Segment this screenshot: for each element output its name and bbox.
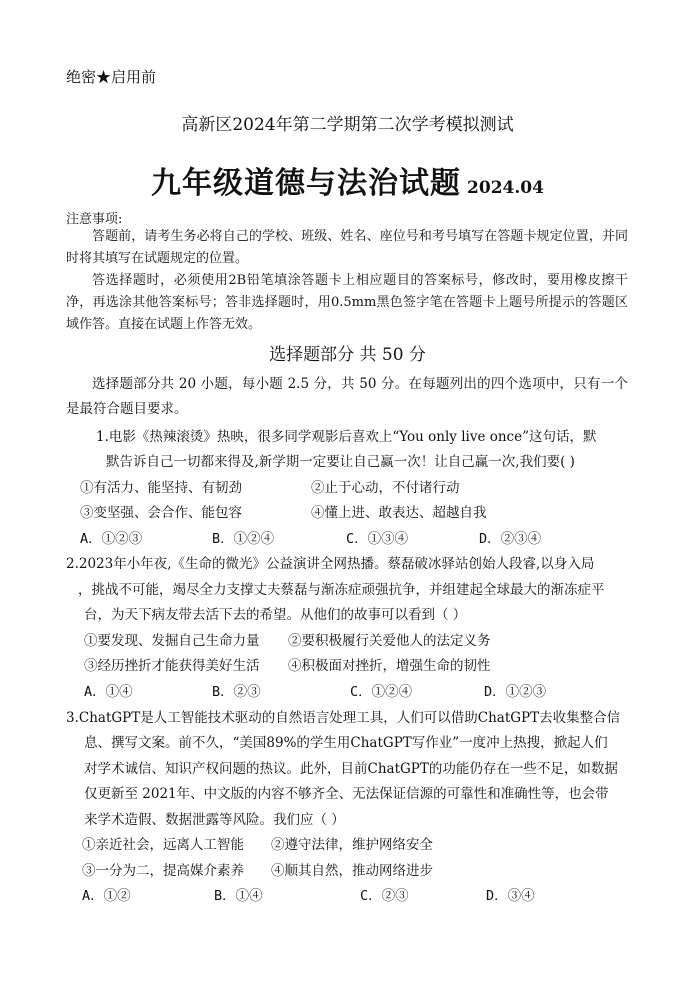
- question-3-line-2: 息、撰写文案。前不久，“美国89%的学生用ChatGPT写作业”一度冲上热搜，掀起人们: [84, 735, 608, 751]
- question-1-option-2: ②止于心动，不付诸行动: [311, 480, 460, 496]
- question-2-line-2: ，挑战不可能，竭尽全力支撑丈夫蔡磊与渐冻症顽强抗争，并组建起全球最大的渐冻症平: [78, 582, 605, 598]
- question-3-line-3: 对学术诚信、知识产权问题的热议。此外，目前ChatGPT的功能仍存在一些不足，如数据: [84, 761, 618, 777]
- main-title: [0, 158, 695, 202]
- question-1-option-4: ④懂上进、敢表达、超越自我: [311, 505, 487, 521]
- question-3-option-4: ④顺其自然，推动网络进步: [271, 863, 433, 879]
- question-1-option-3: ③变坚强、会合作、能包容: [80, 505, 242, 521]
- question-2-line-3: 台，为天下病友带去活下去的希望。从他们的故事可以看到（ ）: [84, 607, 467, 623]
- exam-title: 高新区2024年第二学期第二次学考模拟测试: [181, 115, 514, 135]
- notice-paragraph-1: 答题前，请考生务必将自己的学校、班级、姓名、座位号和考号填写在答题卡规定位置，并同时将其填写在试题规定的位置。: [66, 229, 628, 266]
- question-1-line-1: 1.电影《热辣滚烫》热映，很多同学观影后喜欢上“You only live once”这句话，默: [96, 429, 597, 445]
- question-2-choice-d: D．①②③: [484, 684, 547, 700]
- question-3-choice-a: A．①②: [82, 888, 131, 904]
- question-3-line-1: 3.ChatGPT是人工智能技术驱动的自然语言处理工具，人们可以借助ChatGPT去收集整合信: [66, 710, 621, 726]
- question-2-line-1: 2.2023年小年夜,《生命的微光》公益演讲全网热播。蔡磊破冰驿站创始人段睿,以身入局: [66, 556, 595, 572]
- question-1-choice-d: D．②③④: [479, 531, 542, 547]
- question-3-choice-b: B．①④: [214, 888, 263, 904]
- question-1-choice-c: C．①③④: [346, 531, 409, 547]
- exam-date: 2024.04: [467, 178, 544, 198]
- notice-paragraph-2: 答选择题时，必须使用2B铅笔填涂答题卡上相应题目的答案标号，修改时，要用橡皮擦干净，再选涂其他答案标号；答非选择题时，用0.5mm黑色签字笔在答题卡上题号所提示的答题区域作答。直接在试题上作答无效。: [66, 273, 628, 332]
- question-2-choice-a: A．①④: [84, 684, 133, 700]
- question-3-choice-d: D．③④: [486, 888, 535, 904]
- question-1-choice-a: A．①②③: [80, 531, 143, 547]
- question-2-option-4: ④积极面对挫折，增强生命的韧性: [288, 658, 491, 674]
- question-3-option-2: ②遵守法律，维护网络安全: [271, 837, 433, 853]
- question-3-line-4: 仅更新至 2021年、中文版的内容不够齐全、无法保证信源的可靠性和准确性等，也会带: [84, 786, 609, 802]
- question-1-option-1: ①有活力、能坚持、有韧劲: [80, 480, 242, 496]
- question-1-choice-b: B．①②④: [212, 531, 275, 547]
- question-3-option-3: ③一分为二，提高媒介素养: [82, 863, 244, 879]
- question-3-choice-c: C．②③: [360, 888, 409, 904]
- question-2-choice-b: B．②③: [212, 684, 261, 700]
- section-title: 选择题部分 共 50 分: [269, 345, 426, 365]
- question-2-option-1: ①要发现、发掘自己生命力量: [84, 633, 260, 649]
- notice-heading: 注意事项:: [66, 212, 123, 227]
- question-1-line-2: 默告诉自己一切都来得及,新学期一定要让自己赢一次！让自己赢一次,我们要( ): [106, 454, 575, 470]
- section-note: 选择题部分共 20 小题，每小题 2.5 分，共 50 分。在每题列出的四个选项中，只有一个是最符合题目要求。: [66, 376, 628, 417]
- subject-title: 九年级道德与法治试题: [151, 166, 462, 201]
- secret-label: 绝密★启用前: [66, 68, 157, 86]
- question-3-line-5: 来学术造假、数据泄露等风险。我们应（ ）: [84, 812, 345, 828]
- question-3-option-1: ①亲近社会，远离人工智能: [82, 837, 244, 853]
- question-2-option-3: ③经历挫折才能获得美好生活: [84, 658, 260, 674]
- question-2-choice-c: C．①②④: [350, 684, 413, 700]
- question-2-option-2: ②要积极履行关爱他人的法定义务: [288, 633, 491, 649]
